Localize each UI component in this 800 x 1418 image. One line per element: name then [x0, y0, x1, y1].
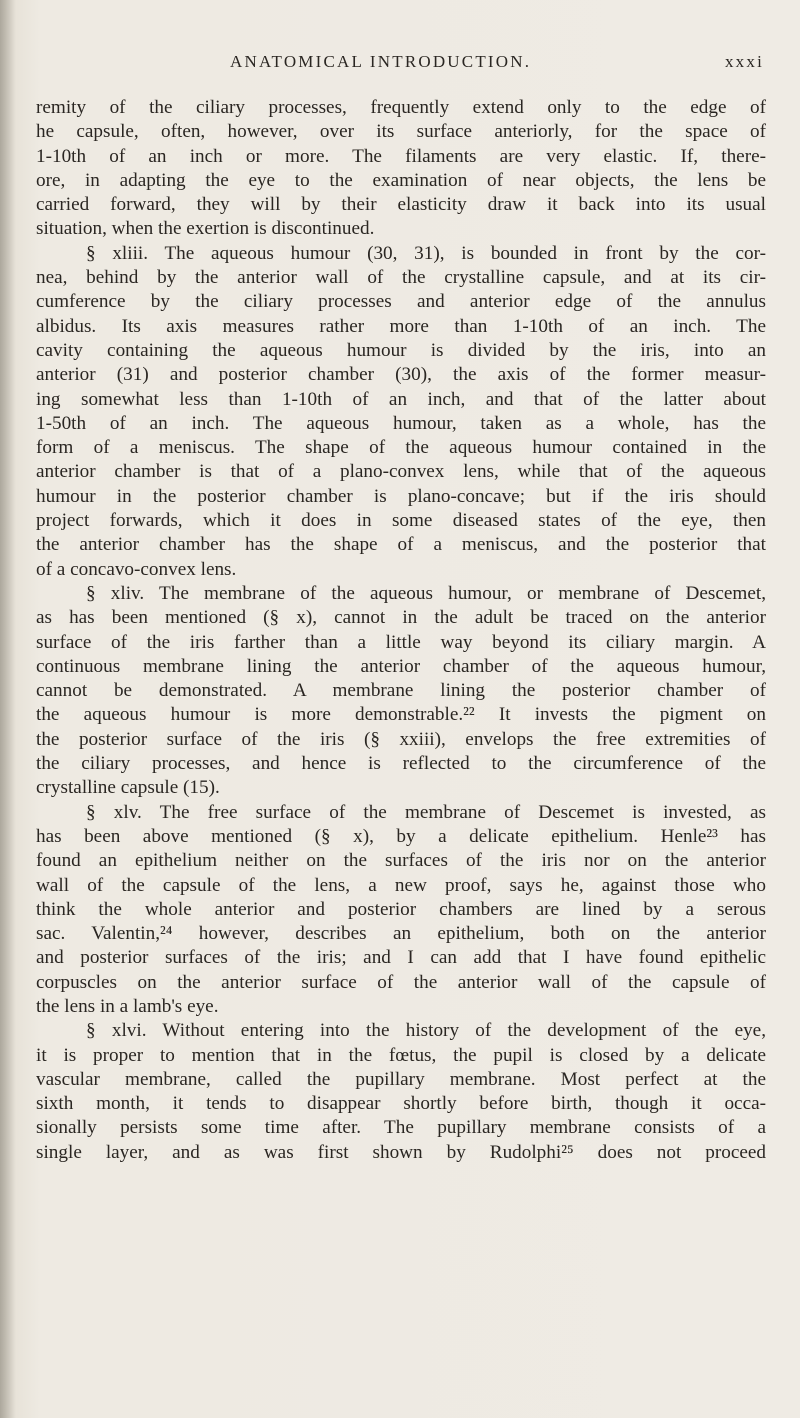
text-line: sixth month, it tends to disappear shortly before birth, though it occa-	[36, 1093, 766, 1115]
page-gutter-shadow	[0, 0, 16, 1418]
text-line: continuous membrane lining the anterior chamber of the aqueous humour,	[36, 655, 766, 677]
text-line: as has been mentioned (§ x), cannot in the adult be traced on the anterior	[36, 607, 766, 629]
text-line: think the whole anterior and posterior chambers are lined by a serous	[36, 898, 766, 920]
text-line: vascular membrane, called the pupillary membrane. Most perfect at the	[36, 1068, 766, 1090]
text-line: § xlvi. Without entering into the history of the development of the eye,	[86, 1020, 766, 1042]
text-line: anterior (31) and posterior chamber (30), the axis of the former measur-	[36, 364, 766, 386]
text-line: it is proper to mention that in the fœtus, the pupil is closed by a delicate	[36, 1044, 766, 1066]
text-line: 1-50th of an inch. The aqueous humour, taken as a whole, has the	[36, 412, 766, 434]
text-line: found an epithelium neither on the surfaces of the iris nor on the anterior	[36, 850, 766, 872]
text-line: the posterior surface of the iris (§ xxiii), envelops the free extremities of	[36, 728, 766, 750]
text-line: the aqueous humour is more demonstrable.²² It invests the pigment on	[36, 704, 766, 726]
text-line: the ciliary processes, and hence is reflected to the circumference of the	[36, 753, 766, 775]
text-line: albidus. Its axis measures rather more than 1-10th of an inch. The	[36, 315, 766, 337]
body-text	[36, 96, 766, 1165]
text-line: ore, in adapting the eye to the examination of near objects, the lens be	[36, 169, 766, 191]
text-line: form of a meniscus. The shape of the aqueous humour contained in the	[36, 437, 766, 459]
text-line: corpuscles on the anterior surface of the anterior wall of the capsule of	[36, 971, 766, 993]
text-line: surface of the iris farther than a little way beyond its ciliary margin. A	[36, 631, 766, 653]
text-line: sac. Valentin,²⁴ however, describes an epithelium, both on the anterior	[36, 923, 766, 945]
text-line: ing somewhat less than 1-10th of an inch, and that of the latter about	[36, 388, 766, 410]
text-line: remity of the ciliary processes, frequently extend only to the edge of	[36, 97, 766, 118]
text-line: § xliii. The aqueous humour (30, 31), is bounded in front by the cor-	[86, 242, 766, 264]
text-line: humour in the posterior chamber is plano-concave; but if the iris should	[36, 485, 766, 507]
text-line: cannot be demonstrated. A membrane lining the posterior chamber of	[36, 680, 766, 702]
text-line: nea, behind by the anterior wall of the crystalline capsule, and at its cir-	[36, 267, 766, 289]
text-line: wall of the capsule of the lens, a new proof, says he, against those who	[36, 874, 766, 896]
text-line: 1-10th of an inch or more. The filaments are very elastic. If, there-	[36, 145, 766, 167]
text-line: of a concavo-convex lens.	[36, 558, 237, 580]
running-title: ANATOMICAL INTRODUCTION.	[230, 52, 532, 71]
text-line: cavity containing the aqueous humour is divided by the iris, into an	[36, 339, 766, 361]
text-line: carried forward, they will by their elasticity draw it back into its usual	[36, 194, 766, 216]
text-line: cumference by the ciliary processes and anterior edge of the annulus	[36, 291, 766, 313]
text-line: situation, when the exertion is discontinued.	[36, 218, 375, 240]
page-number: xxxi	[724, 52, 764, 71]
text-line: the lens in a lamb's eye.	[36, 995, 219, 1017]
text-line: § xliv. The membrane of the aqueous humour, or membrane of Descemet,	[86, 582, 766, 604]
text-line: has been above mentioned (§ x), by a delicate epithelium. Henle²³ has	[36, 825, 766, 847]
text-line: § xlv. The free surface of the membrane of Descemet is invested, as	[86, 801, 766, 823]
text-line: the anterior chamber has the shape of a meniscus, and the posterior that	[36, 534, 766, 556]
text-line: crystalline capsule (15).	[36, 777, 220, 799]
text-line: he capsule, often, however, over its surface anteriorly, for the space of	[36, 121, 766, 143]
text-line: and posterior surfaces of the iris; and I can add that I have found epithelic	[36, 947, 766, 969]
text-line: sionally persists some time after. The pupillary membrane consists of a	[36, 1117, 766, 1139]
text-line: single layer, and as was first shown by Rudolphi²⁵ does not proceed	[36, 1141, 766, 1163]
text-line: project forwards, which it does in some diseased states of the eye, then	[36, 510, 766, 532]
text-line: anterior chamber is that of a plano-convex lens, while that of the aqueous	[36, 461, 766, 483]
running-header	[0, 52, 800, 82]
